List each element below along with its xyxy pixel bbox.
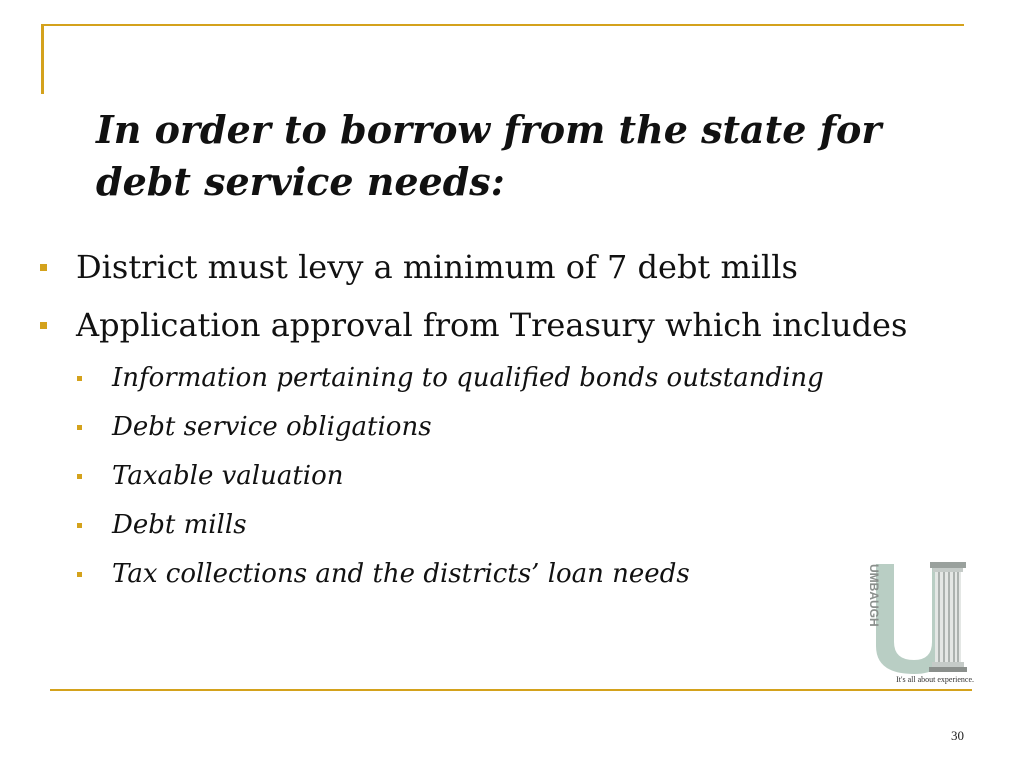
square-bullet-icon	[77, 523, 82, 528]
square-bullet-icon	[40, 322, 47, 329]
square-bullet-icon	[77, 572, 82, 577]
logo-column-base	[929, 667, 967, 672]
logo-brand-text: UMBAUGH	[867, 564, 881, 627]
logo-column-capital	[930, 562, 966, 568]
sub-bullet-item	[40, 501, 1010, 550]
sub-bullet-item	[40, 403, 1010, 452]
sub-bullet-item	[40, 452, 1010, 501]
sub-bullet-text: Debt service obligations	[112, 412, 432, 442]
bullet-text: Application approval from Treasury which includes	[76, 306, 908, 344]
sub-bullet-text: Tax collections and the districts’ loan needs	[112, 559, 690, 589]
bullet-item	[40, 296, 1010, 354]
umbaugh-logo	[858, 558, 976, 686]
square-bullet-icon	[77, 474, 82, 479]
slide-title-line-2: debt service needs:	[96, 159, 505, 204]
bullet-text: District must levy a minimum of 7 debt mills	[76, 248, 798, 286]
square-bullet-icon	[77, 376, 82, 381]
square-bullet-icon	[77, 425, 82, 430]
logo-tagline: It's all about experience.	[896, 675, 974, 684]
frame-bottom-line	[50, 689, 972, 691]
sub-bullet-text: Taxable valuation	[112, 461, 344, 491]
bullet-item	[40, 238, 1010, 296]
sub-bullet-text: Information pertaining to qualified bonds outstanding	[112, 363, 824, 393]
slide-title	[96, 104, 916, 208]
slide-title-line-1: In order to borrow from the state for	[96, 107, 882, 152]
sub-bullet-text: Debt mills	[112, 510, 247, 540]
sub-bullet-item	[40, 354, 1010, 403]
frame-top-line	[41, 24, 964, 26]
slide-number: 30	[951, 728, 964, 743]
frame-vertical-line	[41, 24, 44, 94]
square-bullet-icon	[40, 264, 47, 271]
bullet-list	[40, 238, 1010, 599]
